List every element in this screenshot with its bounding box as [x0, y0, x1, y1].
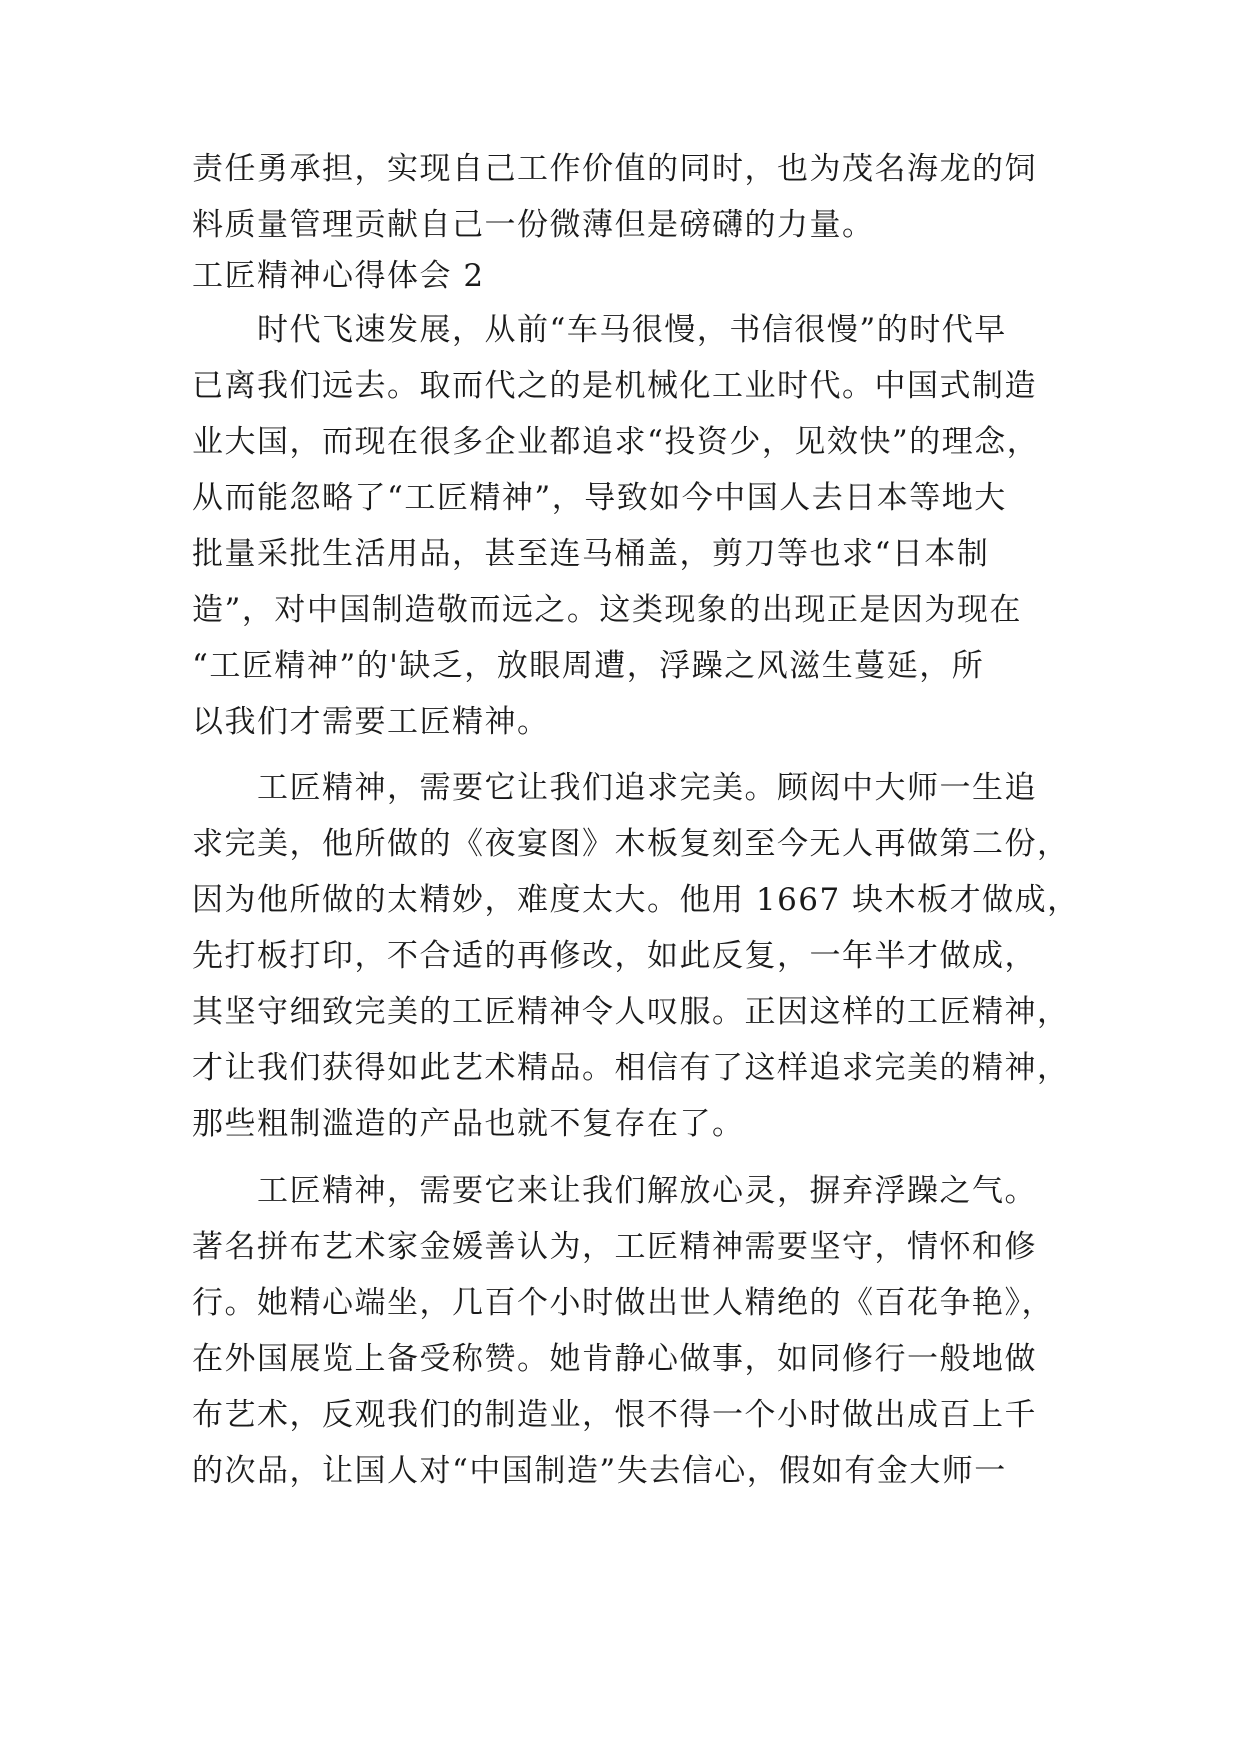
text-line: 其坚守细致完美的工匠精神令人叹服。正因这样的工匠精神，	[192, 994, 1070, 1030]
text-line: 求完美，他所做的《夜宴图》木板复刻至今无人再做第二份，	[192, 826, 1070, 862]
text-line: 料质量管理贡献自己一份微薄但是磅礴的力量。	[192, 207, 875, 243]
text-line: 的次品，让国人对“中国制造”失去信心，假如有金大师一	[192, 1453, 1007, 1489]
text-line: 工匠精神，需要它来让我们解放心灵，摒弃浮躁之气。	[192, 1173, 1037, 1209]
text-line: 从而能忽略了“工匠精神”，导致如今中国人去日本等地大	[192, 480, 1007, 516]
section-heading: 工匠精神心得体会 2	[192, 258, 485, 294]
text-line: 著名拼布艺术家金媛善认为，工匠精神需要坚守，情怀和修	[192, 1229, 1037, 1265]
text-line: 批量采批生活用品，甚至连马桶盖，剪刀等也求“日本制	[192, 536, 990, 572]
text-line: 时代飞速发展，从前“车马很慢，书信很慢”的时代早	[192, 312, 1007, 348]
text-line: 那些粗制滥造的产品也就不复存在了。	[192, 1106, 745, 1142]
text-line: 在外国展览上备受称赞。她肯静心做事，如同修行一般地做	[192, 1341, 1037, 1377]
text-line: 以我们才需要工匠精神。	[192, 704, 550, 740]
text-line: 先打板打印，不合适的再修改，如此反复，一年半才做成，	[192, 938, 1037, 974]
text-line: “工匠精神”的'缺乏，放眼周遭，浮躁之风滋生蔓延，所	[192, 648, 985, 684]
text-line: 才让我们获得如此艺术精品。相信有了这样追求完美的精神，	[192, 1050, 1070, 1086]
text-line: 布艺术，反观我们的制造业，恨不得一个小时做出成百上千	[192, 1397, 1037, 1433]
text-line: 行。她精心端坐，几百个小时做出世人精绝的《百花争艳》，	[192, 1285, 1054, 1321]
text-line: 业大国，而现在很多企业都追求“投资少，见效快”的理念，	[192, 424, 1040, 460]
text-line: 因为他所做的太精妙，难度太大。他用 1667 块木板才做成，	[192, 882, 1080, 918]
text-line: 造”，对中国制造敬而远之。这类现象的出现正是因为现在	[192, 592, 1022, 628]
text-line: 责任勇承担，实现自己工作价值的同时，也为茂名海龙的饲	[192, 151, 1037, 187]
text-line: 已离我们远去。取而代之的是机械化工业时代。中国式制造	[192, 368, 1037, 404]
text-line: 工匠精神，需要它让我们追求完美。顾闳中大师一生追	[192, 770, 1037, 806]
